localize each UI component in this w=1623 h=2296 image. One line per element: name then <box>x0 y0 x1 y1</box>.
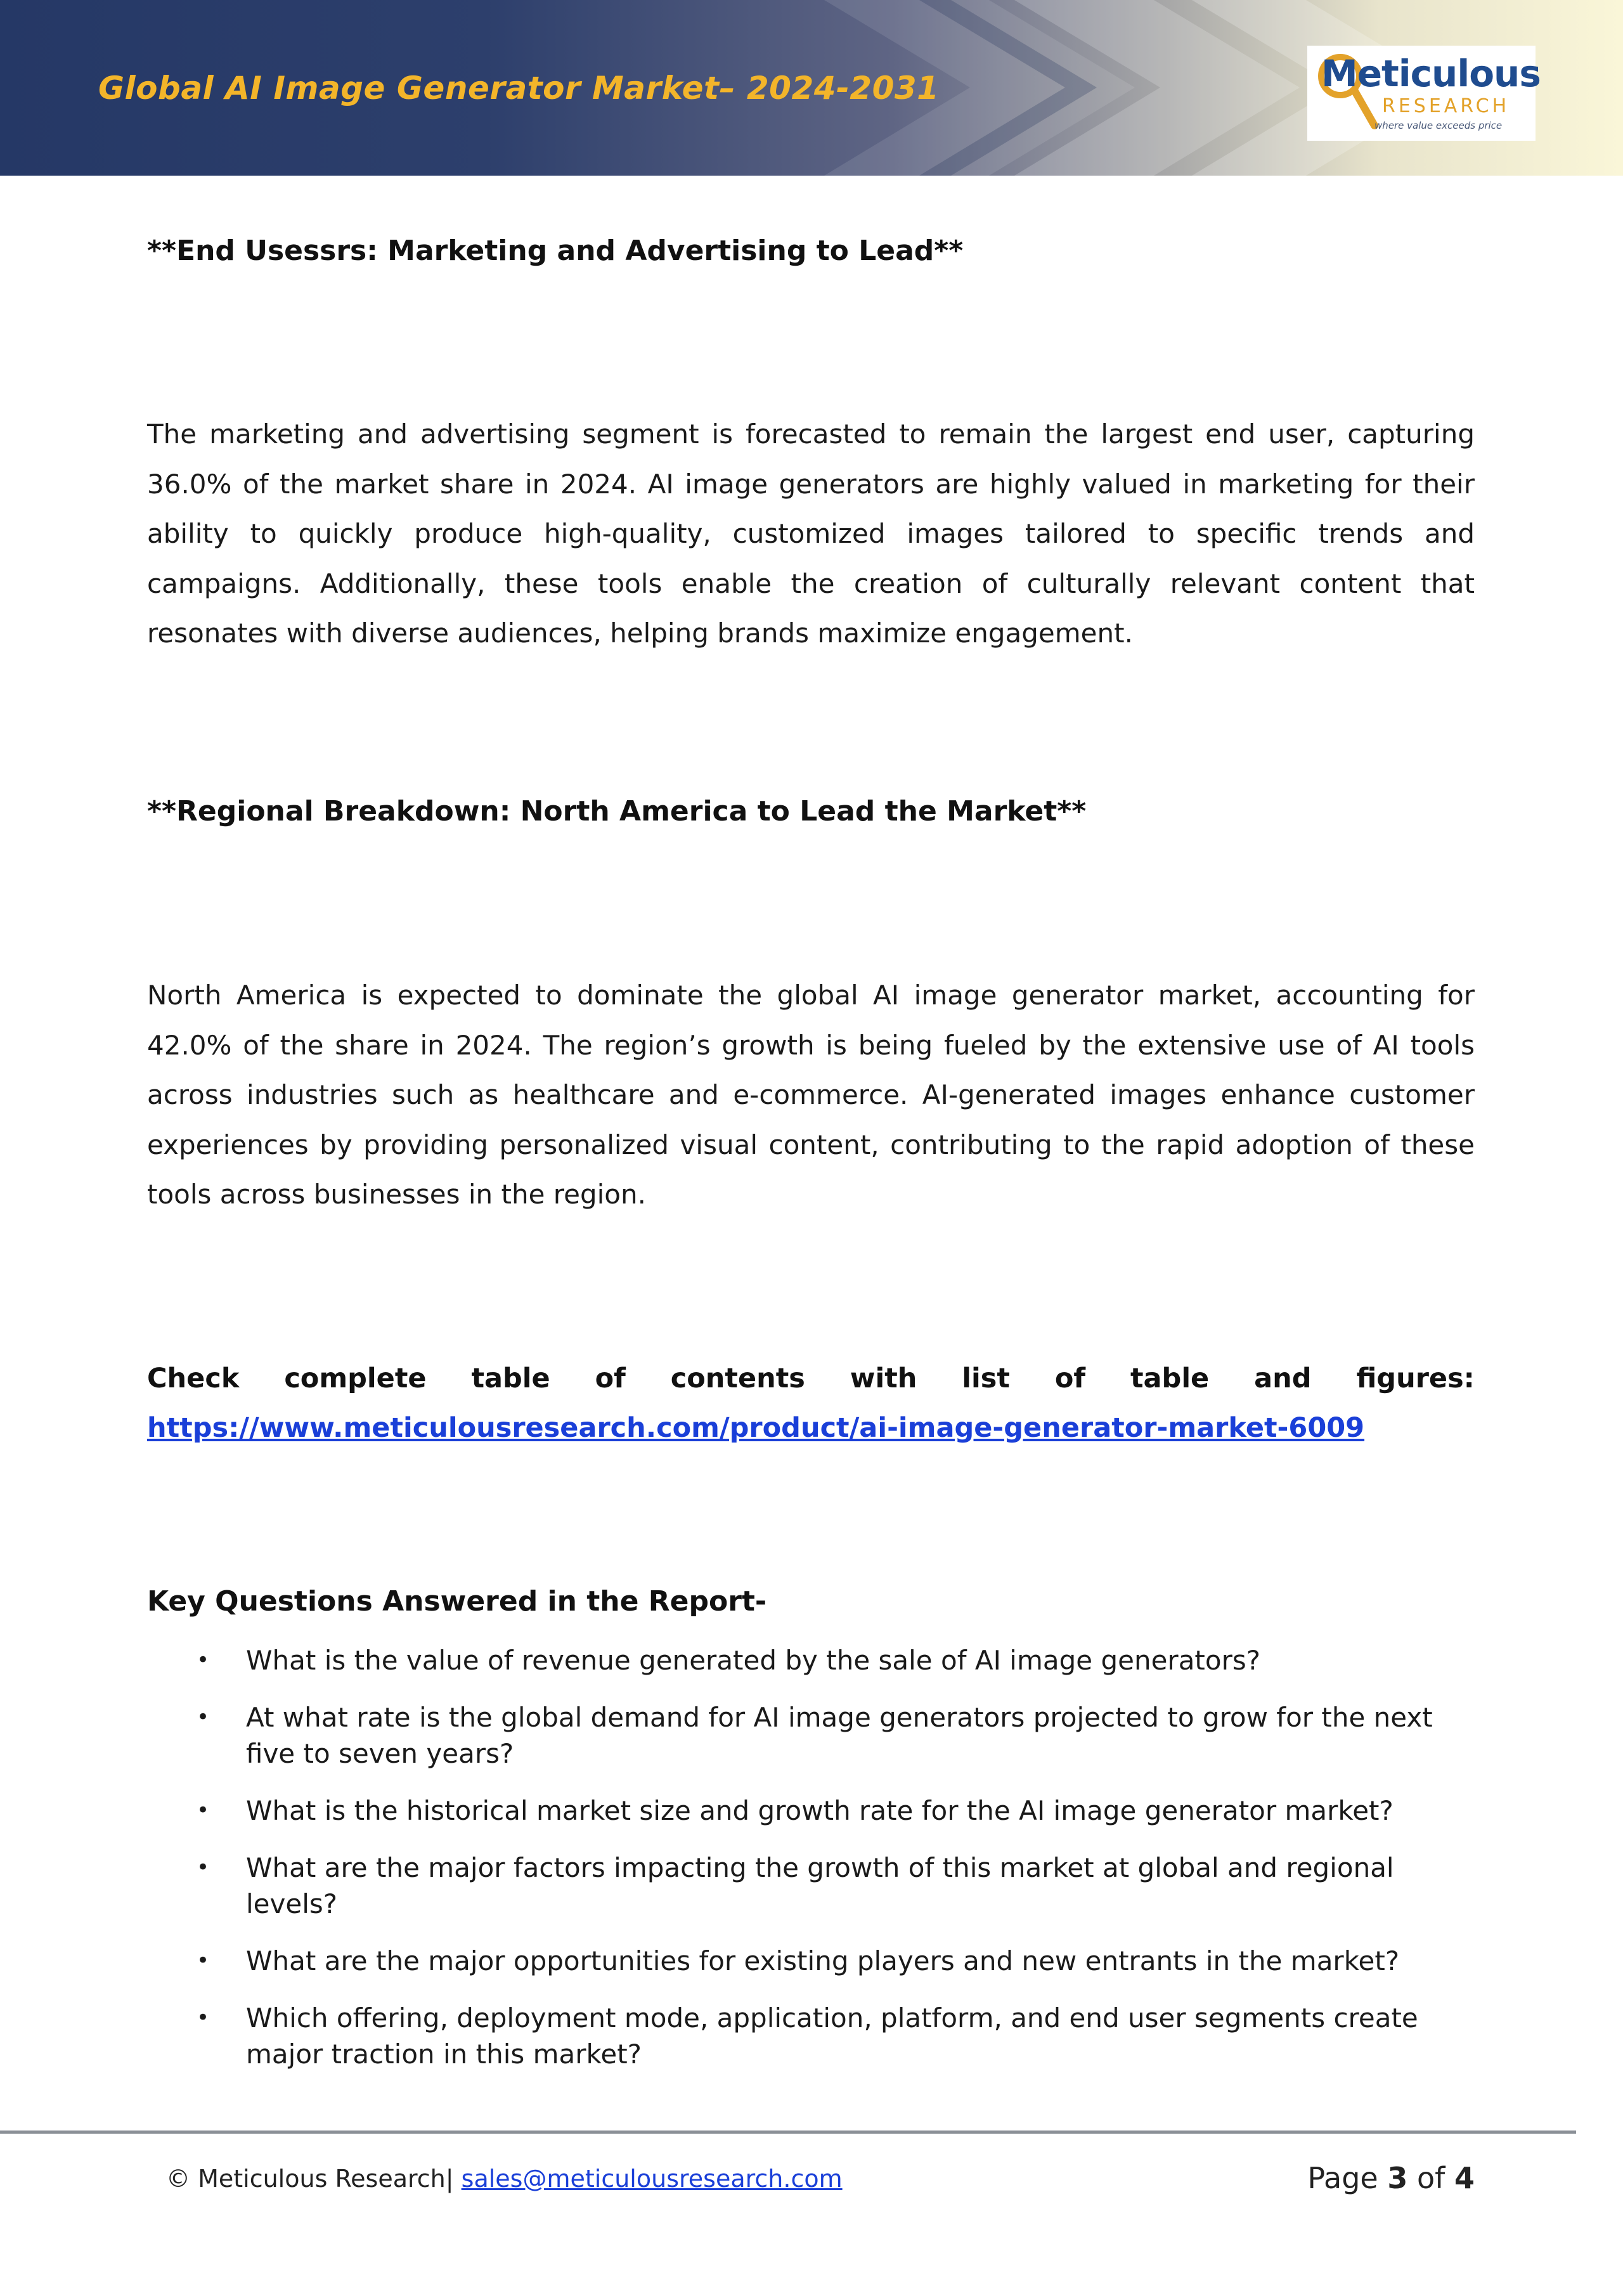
toc-word: of <box>1054 1363 1086 1394</box>
footer-divider <box>0 2131 1576 2134</box>
page-word: Page <box>1307 2161 1378 2195</box>
toc-word: with <box>850 1363 917 1394</box>
toc-word: table <box>471 1363 550 1394</box>
question-text: What are the major factors impacting the growth of this market at global and regional levels? <box>246 1852 1394 1919</box>
question-text: Which offering, deployment mode, application, platform, and end user segments create major traction in this market? <box>246 2002 1418 2070</box>
question-text: At what rate is the global demand for AI image generators projected to grow for the next five to seven years? <box>246 1702 1433 1769</box>
toc-link[interactable]: https://www.meticulousresearch.com/product/ai-image-generator-market-6009 <box>147 1412 1365 1444</box>
toc-word: contents <box>670 1363 805 1394</box>
toc-callout <box>147 1354 1475 1453</box>
key-questions-list <box>147 1642 1485 2093</box>
question-text: What is the historical market size and growth rate for the AI image generator market? <box>246 1795 1393 1826</box>
bullet-icon: • <box>197 1948 210 1973</box>
end-users-heading: **End Usessrs: Marketing and Advertising to Lead** <box>147 235 964 267</box>
page-current: 3 <box>1387 2161 1408 2195</box>
logo-tagline: where value exceeds price <box>1374 120 1503 131</box>
logo-wordmark: Meticulous <box>1321 52 1541 95</box>
key-questions-heading: Key Questions Answered in the Report- <box>147 1585 767 1618</box>
toc-word: Check <box>147 1363 240 1394</box>
email-link[interactable]: sales@meticulousresearch.com <box>461 2165 843 2193</box>
list-item <box>147 1642 1485 1678</box>
company-logo <box>1307 46 1541 141</box>
list-item <box>147 1943 1485 1979</box>
footer-contact <box>166 2165 843 2193</box>
regional-heading: **Regional Breakdown: North America to Lead the Market** <box>147 795 1087 827</box>
toc-word: of <box>595 1363 626 1394</box>
list-item <box>147 1793 1485 1829</box>
question-text: What are the major opportunities for existing players and new entrants in the market? <box>246 1945 1400 1976</box>
bullet-icon: • <box>197 2005 210 2030</box>
bullet-icon: • <box>197 1855 210 1880</box>
toc-word: list <box>962 1363 1010 1394</box>
copyright-text: © Meticulous Research| <box>166 2165 454 2193</box>
toc-word: complete <box>284 1363 427 1394</box>
list-item <box>147 2000 1485 2072</box>
page-header <box>0 0 1623 176</box>
list-item <box>147 1699 1485 1772</box>
toc-word: and <box>1254 1363 1312 1394</box>
page-of: of <box>1417 2161 1445 2195</box>
end-users-paragraph: The marketing and advertising segment is forecasted to remain the largest end user, capturing 36.0% of the market share in 2024. AI image generators are highly valued in marketing for their ability to quickly produce high-quality, customized images tailored to specific trends and campaigns. Additionally, these tools enable the creation of culturally relevant content that resonates with diverse audiences, helping brands maximize engagement. <box>147 418 1475 649</box>
regional-paragraph: North America is expected to dominate the global AI image generator market, accounting for 42.0% of the share in 2024. The region’s growth is being fueled by the extensive use of AI tools across industries such as healthcare and e-commerce. AI-generated images enhance customer experiences by providing personalized visual content, contributing to the rapid adoption of these tools across businesses in the region. <box>147 980 1475 1210</box>
toc-text <box>147 1354 1475 1403</box>
report-title: Global AI Image Generator Market– 2024-2031 <box>98 70 940 107</box>
bullet-icon: • <box>197 1704 210 1730</box>
toc-word: figures: <box>1356 1363 1475 1394</box>
logo-subtitle: RESEARCH <box>1382 95 1510 117</box>
bullet-icon: • <box>197 1798 210 1823</box>
toc-word: table <box>1130 1363 1210 1394</box>
question-text: What is the value of revenue generated by the sale of AI image generators? <box>246 1645 1261 1676</box>
page-number <box>1307 2161 1475 2195</box>
page-total: 4 <box>1454 2161 1475 2195</box>
list-item <box>147 1850 1485 1922</box>
bullet-icon: • <box>197 1647 210 1673</box>
